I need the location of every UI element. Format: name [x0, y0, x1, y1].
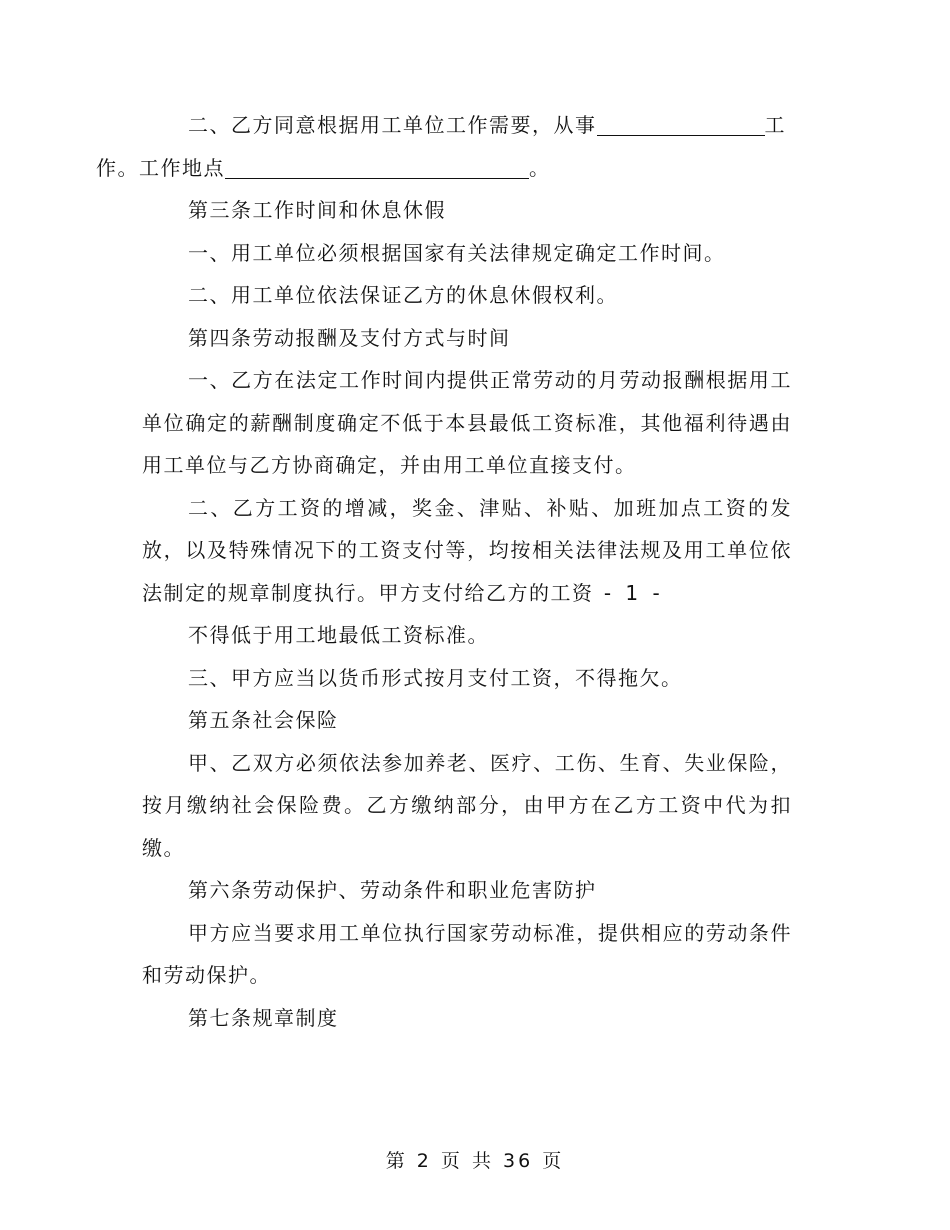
- paragraph-work-hours: 一、用工单位必须根据国家有关法律规定确定工作时间。: [188, 240, 726, 265]
- location-blank-line: [225, 158, 529, 179]
- document-body: [96, 104, 792, 1039]
- article-6-heading: 第六条劳动保护、劳动条件和职业危害防护: [188, 878, 597, 902]
- location-period: 。: [529, 155, 551, 180]
- page-footer: 第 2 页 共 36 页: [385, 1150, 565, 1172]
- article-4-heading: 第四条劳动报酬及支付方式与时间: [188, 325, 511, 350]
- paragraph-currency-pay: 三、甲方应当以货币形式按月支付工资，不得拖欠。: [188, 665, 683, 690]
- inline-page-number: - 1 -: [593, 580, 664, 605]
- article-7-heading: 第七条规章制度: [188, 1005, 339, 1030]
- work-location-text: 作。工作地点: [96, 155, 225, 180]
- paragraph-wage-adjustment: [142, 487, 792, 615]
- paragraph-job-assignment: [96, 104, 792, 189]
- paragraph-min-wage: 不得低于用工地最低工资标准。: [188, 623, 489, 647]
- paragraph-monthly-pay: 一、乙方在法定工作时间内提供正常劳动的月劳动报酬根据用工单位确定的薪酬制度确定不低于本县最低工资标准，其他福利待遇由用工单位与乙方协商确定，并由用工单位直接支付。: [142, 368, 792, 477]
- wage-adjustment-text: 二、乙方工资的增减，奖金、津贴、补贴、加班加点工资的发放，以及特殊情况下的工资支付等，均按相关法律法规及用工单位依法制定的规章制度执行。甲方支付给乙方的工资: [142, 495, 792, 605]
- article-3-heading: 第三条工作时间和休息休假: [188, 198, 446, 222]
- job-assignment-text: 二、乙方同意根据用工单位工作需要，从事: [188, 113, 597, 137]
- job-text-tail: 工: [764, 113, 786, 137]
- job-blank-line: [597, 115, 765, 136]
- article-5-heading: 第五条社会保险: [188, 708, 339, 732]
- paragraph-rest-rights: 二、用工单位依法保证乙方的休息休假权利。: [188, 283, 618, 307]
- paragraph-labor-standards: 甲方应当要求用工单位执行国家劳动标准，提供相应的劳动条件和劳动保护。: [142, 920, 792, 987]
- paragraph-social-insurance: 甲、乙双方必须依法参加养老、医疗、工伤、生育、失业保险，按月缴纳社会保险费。乙方缴纳部分，由甲方在乙方工资中代为扣缴。: [142, 750, 792, 860]
